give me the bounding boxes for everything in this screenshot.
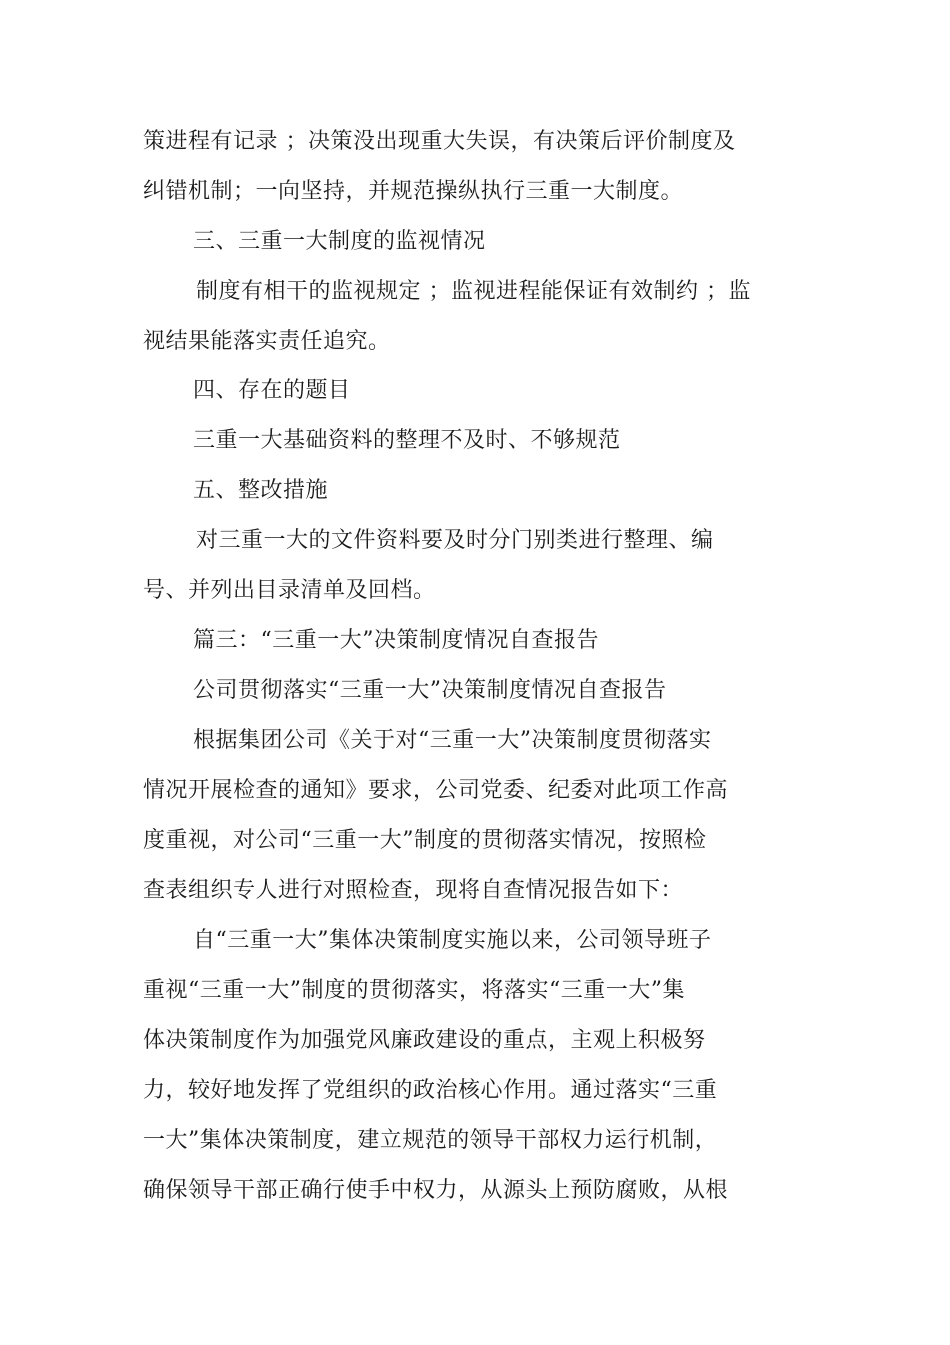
text-line: 一大”集体决策制度，建立规范的领导干部权力运行机制， — [143, 1128, 718, 1153]
text-line: 查表组织专人进行对照检查，现将自查情况报告如下： — [143, 878, 684, 903]
text-line: 纠错机制；一向坚持，并规范操纵执行三重一大制度。 — [143, 179, 684, 204]
text-line: 策进程有记录 ；决策没出现重大失误，有决策后评价制度及 — [143, 129, 736, 154]
text-line: 根据集团公司《关于对“三重一大”决策制度贯彻落实 — [193, 728, 712, 753]
section-heading: 五、整改措施 — [193, 478, 329, 503]
article-title: 公司贯彻落实“三重一大”决策制度情况自查报告 — [193, 678, 667, 703]
text-line: 自“三重一大”集体决策制度实施以来，公司领导班子 — [193, 928, 712, 953]
text-line: 对三重一大的文件资料要及时分门别类进行整理、编 — [196, 528, 714, 553]
text-line: 体决策制度作为加强党风廉政建设的重点，主观上积极努 — [143, 1028, 706, 1053]
article-heading: 篇三：“三重一大”决策制度情况自查报告 — [193, 628, 599, 653]
text-line: 视结果能落实责任追究。 — [143, 329, 391, 354]
text-line: 确保领导干部正确行使手中权力，从源头上预防腐败，从根 — [143, 1178, 729, 1203]
text-line: 重视“三重一大”制度的贯彻落实，将落实“三重一大”集 — [143, 978, 685, 1003]
text-line: 情况开展检查的通知》要求，公司党委、纪委对此项工作高 — [143, 778, 729, 803]
text-line: 力，较好地发挥了党组织的政治核心作用。通过落实“三重 — [143, 1078, 718, 1103]
section-heading: 三、三重一大制度的监视情况 — [193, 229, 486, 254]
text-line: 三重一大基础资料的整理不及时、不够规范 — [193, 428, 621, 453]
section-heading: 四、存在的题目 — [193, 378, 351, 403]
text-line: 度重视，对公司“三重一大”制度的贯彻落实情况，按照检 — [143, 828, 707, 853]
text-line: 号、并列出目录清单及回档。 — [143, 578, 436, 603]
text-line: 制度有相干的监视规定 ；监视进程能保证有效制约 ；监 — [196, 279, 751, 304]
